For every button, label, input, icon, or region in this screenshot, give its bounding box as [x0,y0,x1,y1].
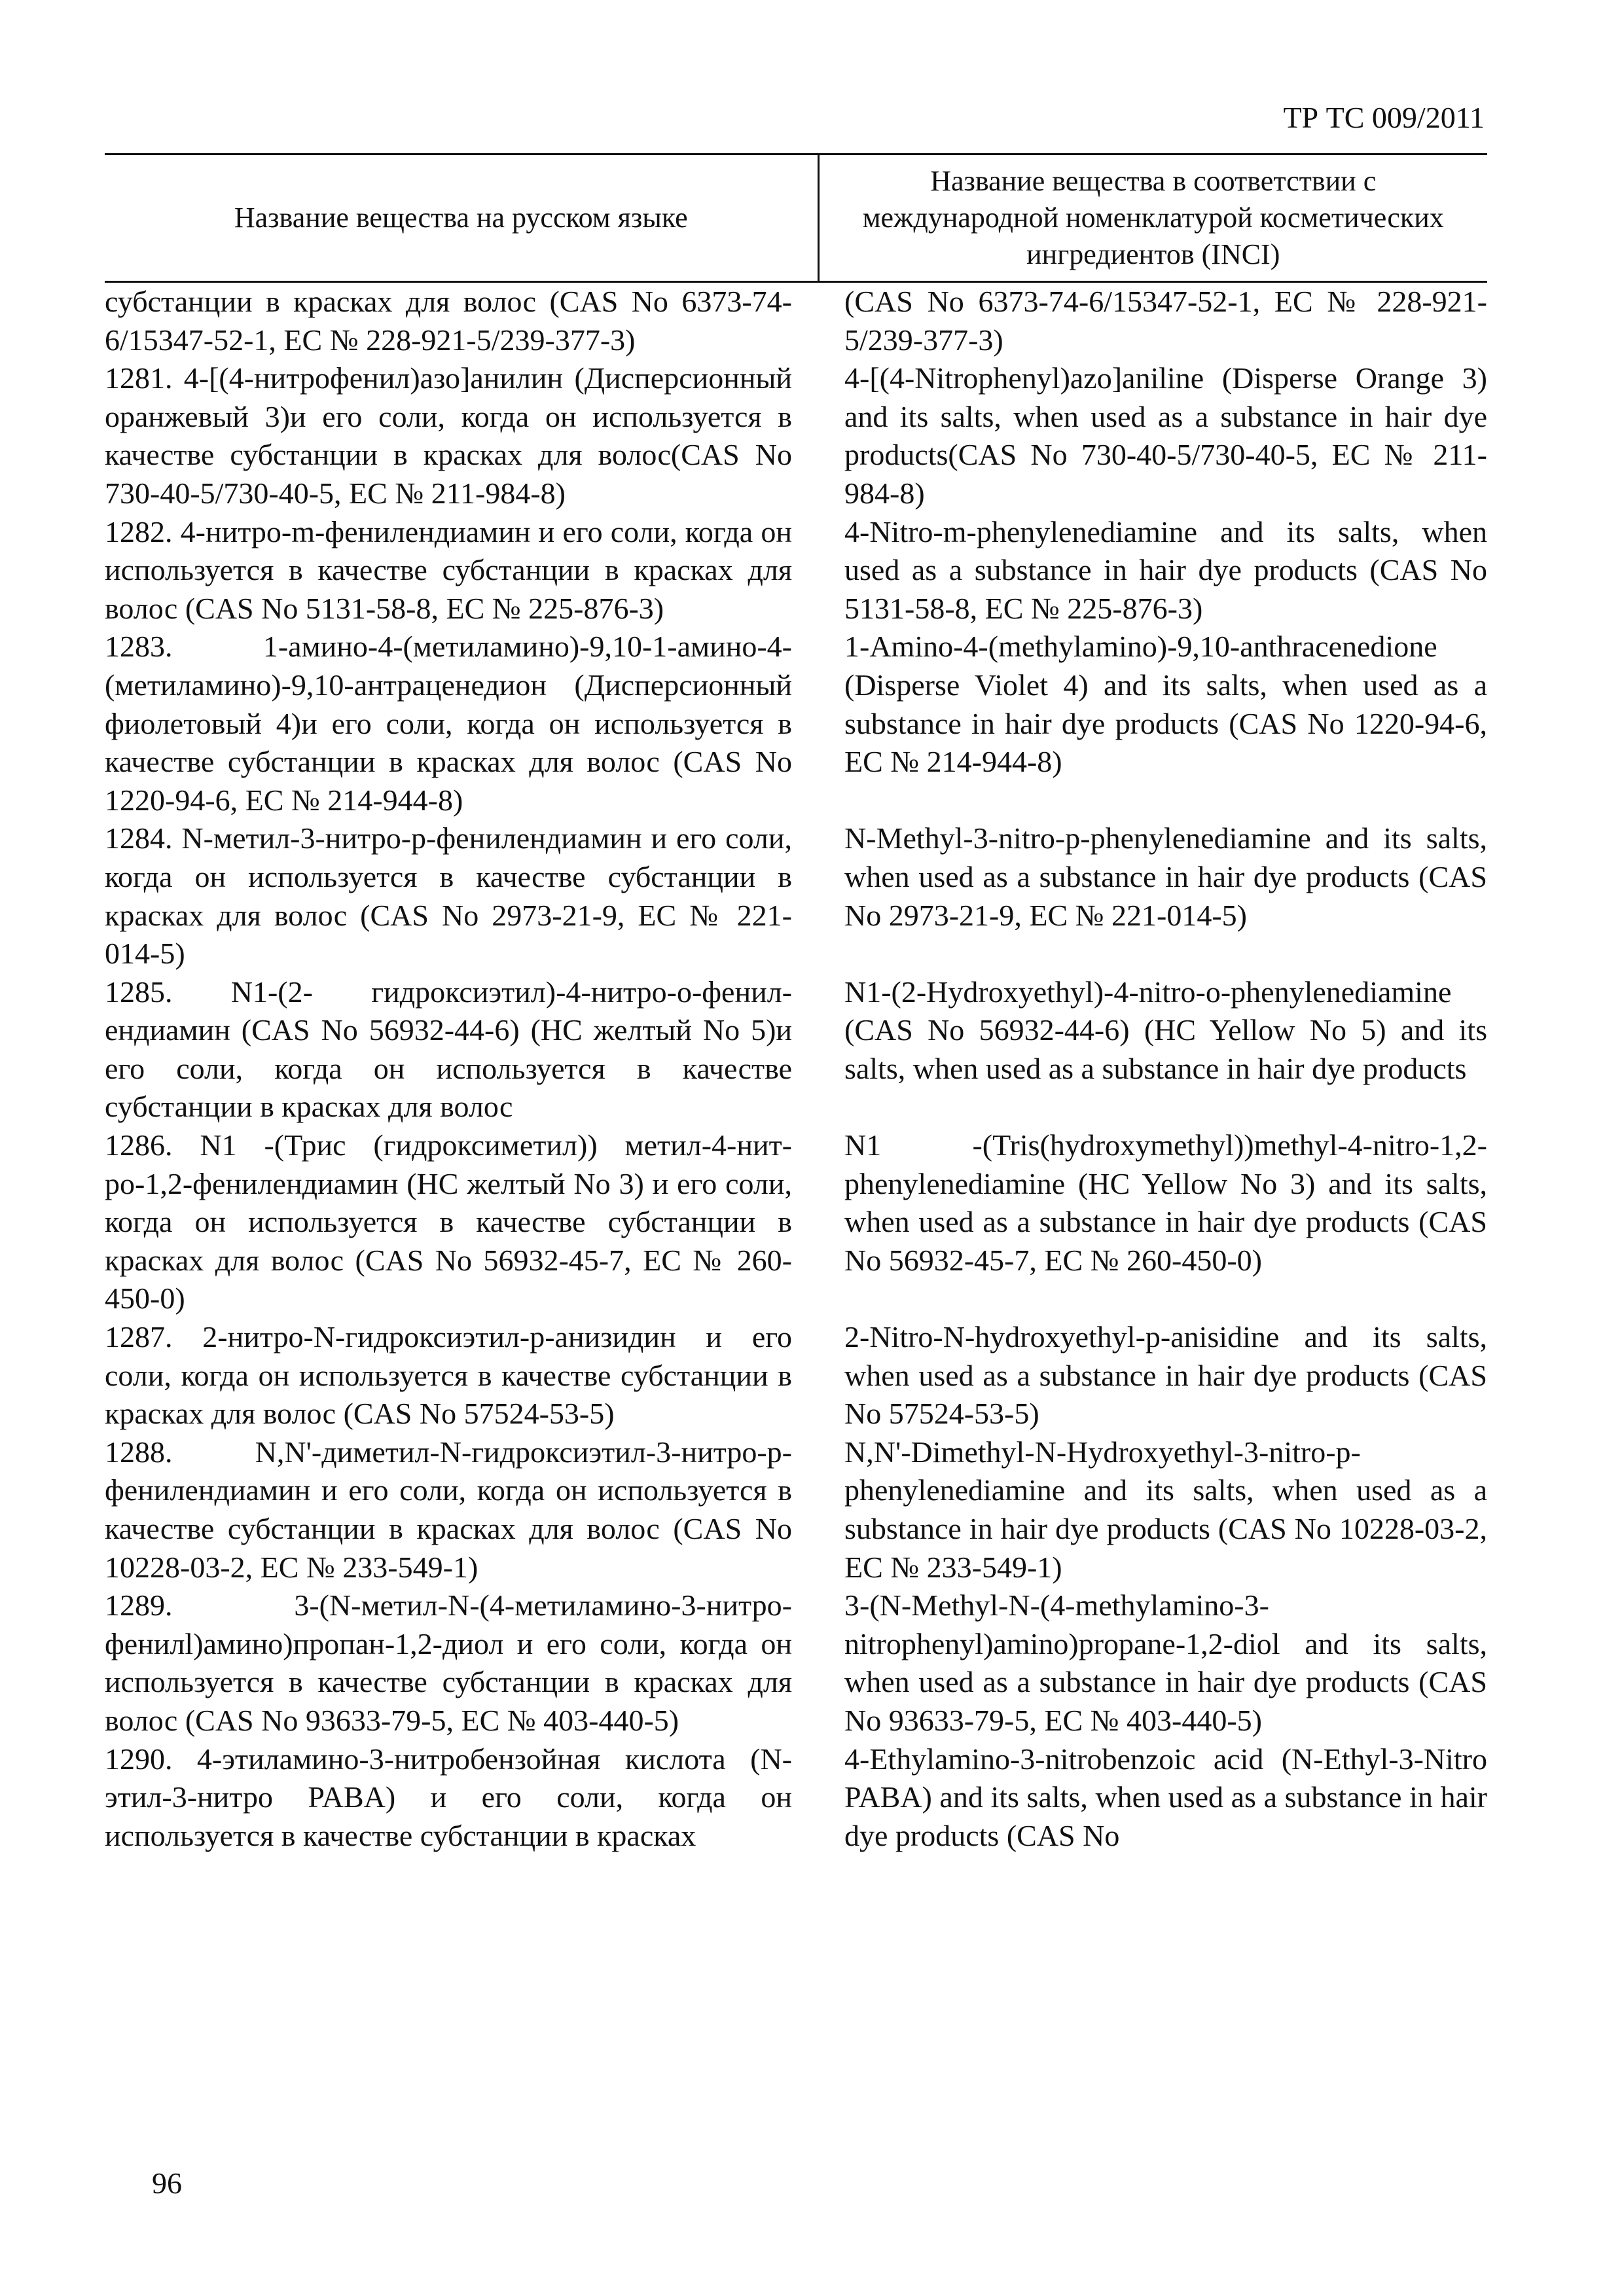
inci-name-cell: N-Methyl-3-nitro-p-phenylenediamine and its salts, when used as a substance in hair dye products (CAS No 2973-21-9, EC № 221-014-5) [844,821,1487,932]
table-row [105,1318,1487,1433]
table-header-row [105,154,1487,282]
russian-name-cell: 1288. N,N'-диметил-N-гидроксиэтил-3-нитро-p-фенилендиамин и его соли, когда он используется в качестве субстанции в красках для волос (CAS No 10228-03-2, ЕС № 233-549-1) [105,1435,792,1584]
table-row [105,819,1487,973]
table-body [105,282,1487,1856]
russian-name-cell: 1282. 4-нитро-m-фенилендиамин и его соли, когда он используется в качестве субстанции в красках для волос (CAS No 5131-58-8, ЕС № 225-876-3) [105,514,792,625]
inci-name-cell: 3-(N-Methyl-N-(4-methylamino-3-nitrophenyl)amino)propane-1,2-diol and its salts, when used as a substance in hair dye products (CAS No 93633-79-5, EC № 403-440-5) [844,1588,1487,1737]
inci-name-cell: 1-Amino-4-(methylamino)-9,10-anthracenedione (Disperse Violet 4) and its salts, when used as a substance in hair dye products (CAS No 1220-94-6, EC № 214-944-8) [844,630,1487,779]
table-row [105,1740,1487,1856]
inci-name-cell: N1 -(Tris(hydroxymethyl))methyl-4-nitro-1,2-phenylenediamine (HC Yellow No 3) and its salts, when used as a substance in hair dye products (CAS No 56932-45-7, EC № 260-450-0) [844,1128,1487,1277]
table-row [105,1126,1487,1318]
russian-name-cell: 1281. 4-[(4-нитрофенил)азо]анилин (Дисперсионный оранжевый 3)и его соли, когда он используется в качестве субстанции в красках для волос(CAS No 730-40-5/730-40-5, ЕС № 211-984-8) [105,361,792,510]
inci-name-cell: 2-Nitro-N-hydroxyethyl-p-anisidine and its salts, when used as a substance in hair dye products (CAS No 57524-53-5) [844,1320,1487,1431]
russian-name-cell: 1285. N1-(2- гидроксиэтил)-4-нитро-о-фенил-ендиамин (CAS No 56932-44-6) (HC желтый No 5)и его соли, когда он используется в качестве субстанции в красках для волос [105,975,792,1124]
substance-table [105,153,1487,1855]
russian-name-cell: субстанции в красках для волос (CAS No 6373-74-6/15347-52-1, ЕС № 228-921-5/239-377-3) [105,285,792,357]
table-row [105,628,1487,819]
column-header-russian-name: Название вещества на русском языке [105,154,818,282]
inci-name-cell: 4-[(4-Nitrophenyl)azo]aniline (Disperse Orange 3) and its salts, when used as a substance in hair dye products(CAS No 730-40-5/730-40-5, EC № 211-984-8) [844,361,1487,510]
page-number: 96 [152,2166,182,2200]
russian-name-cell: 1286. N1 -(Трис (гидроксиметил)) метил-4-нит-ро-1,2-фенилендиамин (HC желтый No 3) и его соли, когда он используется в качестве субстанции в красках для волос (CAS No 56932-45-7, ЕС № 260-450-0) [105,1128,792,1316]
inci-name-cell: N1-(2-Hydroxyethyl)-4-nitro-o-phenylenediamine (CAS No 56932-44-6) (HC Yellow No 5) and its salts, when used as a substance in hair dye products [844,975,1487,1085]
inci-name-cell: 4-Ethylamino-3-nitrobenzoic acid (N-Ethyl-3-Nitro PABA) and its salts, when used as a substance in hair dye products (CAS No [844,1742,1487,1852]
table-row [105,1587,1487,1740]
table-row [105,1433,1487,1587]
inci-name-cell: (CAS No 6373-74-6/15347-52-1, EC № 228-921-5/239-377-3) [844,285,1487,357]
russian-name-cell: 1290. 4-этиламино-3-нитробензойная кислота (N-этил-3-нитро PABA) и его соли, когда он используется в качестве субстанции в красках [105,1742,792,1852]
russian-name-cell: 1283. 1-амино-4-(метиламино)-9,10-1-амино-4-(метиламино)-9,10-антраценедион (Дисперсионный фиолетовый 4)и его соли, когда он используется в качестве субстанции в красках для волос (CAS No 1220-94-6, ЕС № 214-944-8) [105,630,792,817]
running-head: ТР ТС 009/2011 [1283,101,1485,134]
inci-name-cell: 4-Nitro-m-phenylenediamine and its salts, when used as a substance in hair dye products (CAS No 5131-58-8, EC № 225-876-3) [844,514,1487,625]
table-row [105,513,1487,628]
column-header-inci-name: Название вещества в соответствии с международной номенклатурой косметических ингредиентов (INCI) [818,154,1487,282]
russian-name-cell: 1287. 2-нитро-N-гидроксиэтил-p-анизидин и его соли, когда он используется в качестве субстанции в красках для волос (CAS No 57524-53-5) [105,1320,792,1431]
table-row [105,359,1487,512]
table-row [105,973,1487,1126]
russian-name-cell: 1284. N-метил-3-нитро-p-фенилендиамин и его соли, когда он используется в качестве субстанции в красках для волос (CAS No 2973-21-9, ЕС № 221-014-5) [105,821,792,971]
russian-name-cell: 1289. 3-(N-метил-N-(4-метиламино-3-нитро-фенилl)амино)пропан-1,2-диол и его соли, когда он используется в качестве субстанции в красках для волос (CAS No 93633-79-5, ЕС № 403-440-5) [105,1588,792,1737]
table-row [105,282,1487,360]
inci-name-cell: N,N'-Dimethyl-N-Hydroxyethyl-3-nitro-p-phenylenediamine and its salts, when used as a substance in hair dye products (CAS No 10228-03-2, EC № 233-549-1) [844,1435,1487,1584]
